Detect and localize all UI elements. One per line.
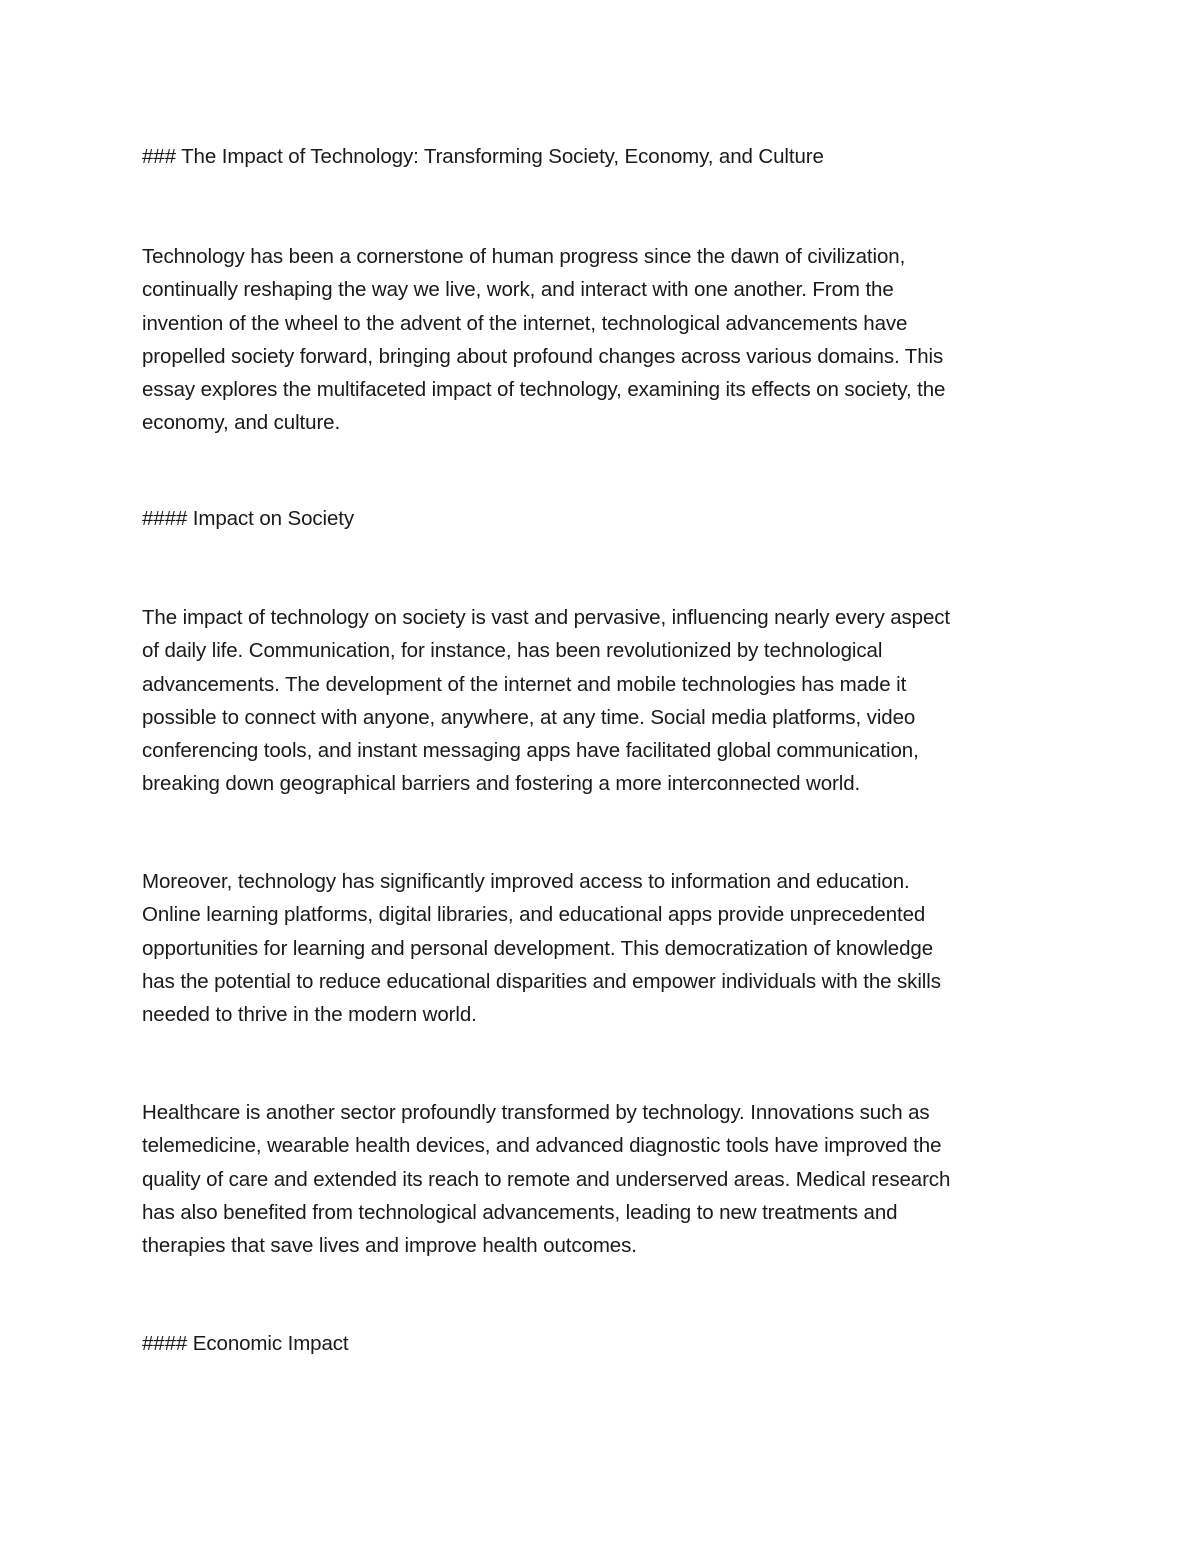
paragraph-line: quality of care and extended its reach to remote and underserved areas. Medical research [142, 1167, 951, 1191]
paragraph-line: The impact of technology on society is vast and pervasive, influencing nearly every aspect [142, 606, 951, 629]
paragraph-line: has also benefited from technological advancements, leading to new treatments and [142, 1200, 898, 1224]
paragraph-line: possible to connect with anyone, anywhere, at any time. Social media platforms, video [142, 705, 916, 729]
paragraph-line: propelled society forward, bringing about profound changes across various domains. This [142, 344, 944, 368]
paragraph-line: invention of the wheel to the advent of the internet, technological advancements have [142, 311, 908, 335]
section-heading-economic: #### Economic Impact [142, 1332, 349, 1355]
intro-paragraph [142, 240, 945, 440]
paragraph-line: conferencing tools, and instant messaging apps have facilitated global communication, [142, 739, 919, 763]
paragraph-line: has the potential to reduce educational disparities and empower individuals with the skills [142, 969, 941, 993]
paragraph-line: opportunities for learning and personal development. This democratization of knowledge [142, 936, 934, 960]
paragraph-line: needed to thrive in the modern world. [142, 1003, 477, 1027]
section-heading-society: #### Impact on Society [142, 507, 355, 530]
paragraph-line: Healthcare is another sector profoundly transformed by technology. Innovations such as [142, 1101, 930, 1124]
paragraph-line: therapies that save lives and improve health outcomes. [142, 1234, 637, 1258]
paragraph-line: continually reshaping the way we live, work, and interact with one another. From the [142, 278, 894, 302]
paragraph-line: breaking down geographical barriers and fostering a more interconnected world. [142, 772, 861, 796]
paragraph-line: economy, and culture. [142, 411, 341, 435]
society-paragraph-healthcare [142, 1096, 950, 1262]
paragraph-line: telemedicine, wearable health devices, and advanced diagnostic tools have improved the [142, 1134, 942, 1158]
paragraph-line: Online learning platforms, digital libraries, and educational apps provide unprecedented [142, 903, 926, 927]
paragraph-line: advancements. The development of the internet and mobile technologies has made it [142, 672, 907, 696]
society-paragraph-communication [142, 601, 950, 801]
paragraph-line: essay explores the multifaceted impact of technology, examining its effects on society, the [142, 378, 946, 402]
document-title: ### The Impact of Technology: Transforming Society, Economy, and Culture [142, 145, 824, 168]
paragraph-line: Technology has been a cornerstone of human progress since the dawn of civilization, [142, 245, 906, 268]
paragraph-line: of daily life. Communication, for instance, has been revolutionized by technological [142, 639, 883, 663]
paragraph-line: Moreover, technology has significantly improved access to information and education. [142, 870, 910, 893]
society-paragraph-education [142, 865, 941, 1031]
